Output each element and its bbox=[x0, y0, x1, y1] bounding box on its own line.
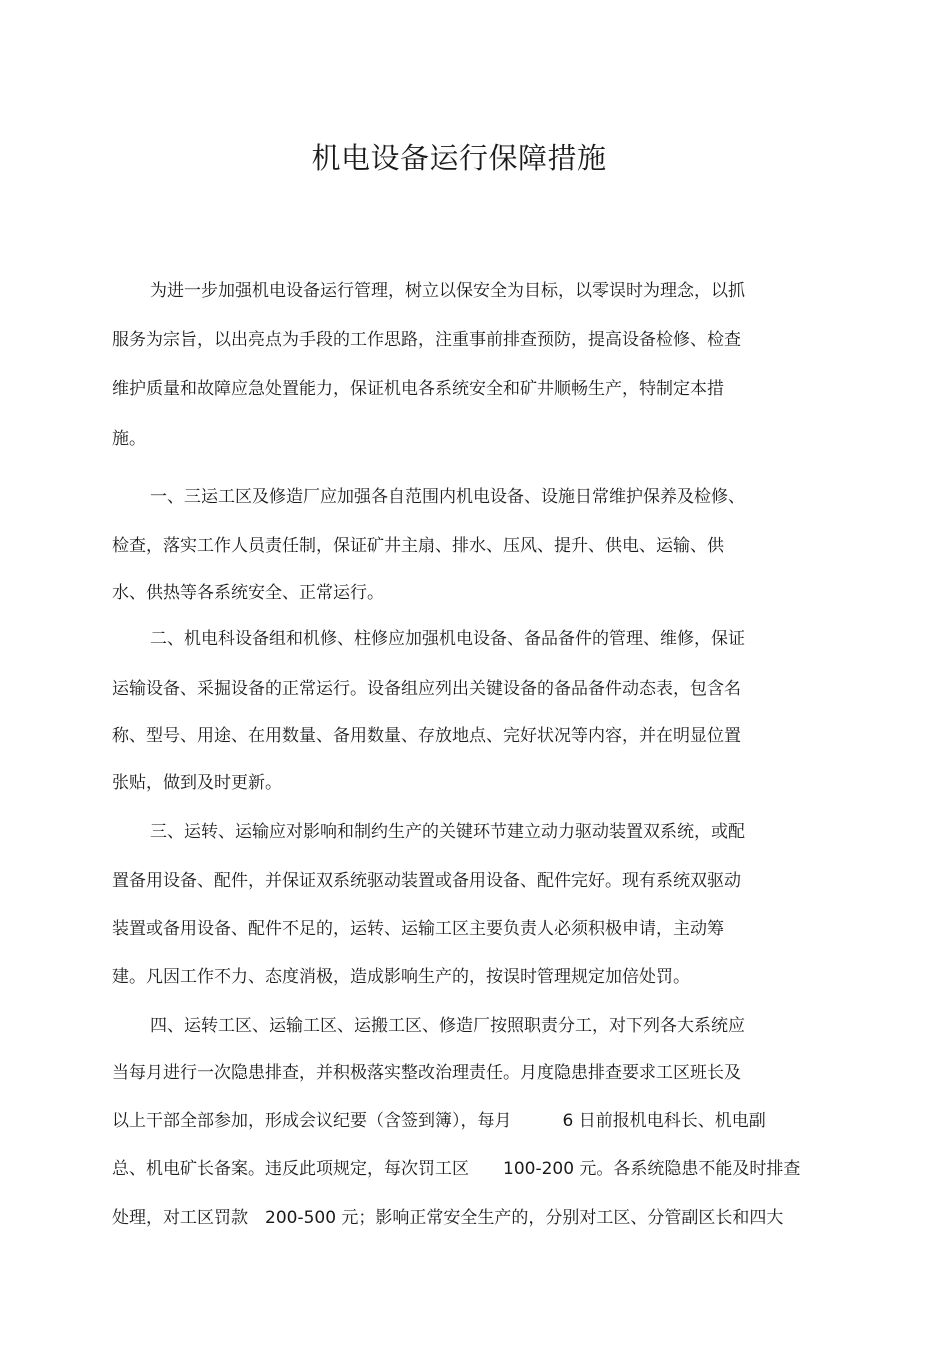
paragraph-line: 检查，落实工作人员责任制，保证矿井主扇、排水、压风、提升、供电、运输、供 bbox=[112, 536, 724, 556]
paragraph-line: 建。凡因工作不力、态度消极，造成影响生产的，按误时管理规定加倍处罚。 bbox=[112, 967, 690, 987]
paragraph-line: 处理，对工区罚款 200-500 元；影响正常安全生产的，分别对工区、分管副区长和四大 bbox=[112, 1208, 784, 1228]
paragraph-line: 运输设备、采掘设备的正常运行。设备组应列出关键设备的备品备件动态表，包含名 bbox=[112, 679, 741, 699]
paragraph-line: 称、型号、用途、在用数量、备用数量、存放地点、完好状况等内容，并在明显位置 bbox=[112, 726, 741, 746]
paragraph-line: 为进一步加强机电设备运行管理，树立以保安全为目标，以零误时为理念，以抓 bbox=[150, 281, 745, 301]
paragraph-line: 以上干部全部参加，形成会议纪要（含签到簿），每月 6 日前报机电科长、机电副 bbox=[112, 1111, 766, 1131]
paragraph-line: 一、三运工区及修造厂应加强各自范围内机电设备、设施日常维护保养及检修、 bbox=[150, 487, 745, 507]
paragraph-line: 装置或备用设备、配件不足的，运转、运输工区主要负责人必须积极申请，主动筹 bbox=[112, 919, 724, 939]
paragraph-line: 水、供热等各系统安全、正常运行。 bbox=[112, 583, 384, 603]
paragraph-line: 二、机电科设备组和机修、柱修应加强机电设备、备品备件的管理、维修，保证 bbox=[150, 629, 745, 649]
paragraph-line: 张贴，做到及时更新。 bbox=[112, 773, 282, 793]
paragraph-line: 当每月进行一次隐患排查，并积极落实整改治理责任。月度隐患排查要求工区班长及 bbox=[112, 1063, 741, 1083]
paragraph-line: 总、机电矿长备案。违反此项规定，每次罚工区 100-200 元。各系统隐患不能及时排查 bbox=[112, 1159, 801, 1179]
paragraph-line: 维护质量和故障应急处置能力，保证机电各系统安全和矿井顺畅生产，特制定本措 bbox=[112, 379, 724, 399]
paragraph-line: 服务为宗旨，以出亮点为手段的工作思路，注重事前排查预防，提高设备检修、检查 bbox=[112, 330, 741, 350]
document-title: 机电设备运行保障措施 bbox=[311, 141, 607, 175]
paragraph-line: 施。 bbox=[112, 429, 146, 449]
paragraph-line: 四、运转工区、运输工区、运搬工区、修造厂按照职责分工，对下列各大系统应 bbox=[150, 1016, 745, 1036]
paragraph-line: 置备用设备、配件，并保证双系统驱动装置或备用设备、配件完好。现有系统双驱动 bbox=[112, 871, 741, 891]
paragraph-line: 三、运转、运输应对影响和制约生产的关键环节建立动力驱动装置双系统，或配 bbox=[150, 822, 745, 842]
